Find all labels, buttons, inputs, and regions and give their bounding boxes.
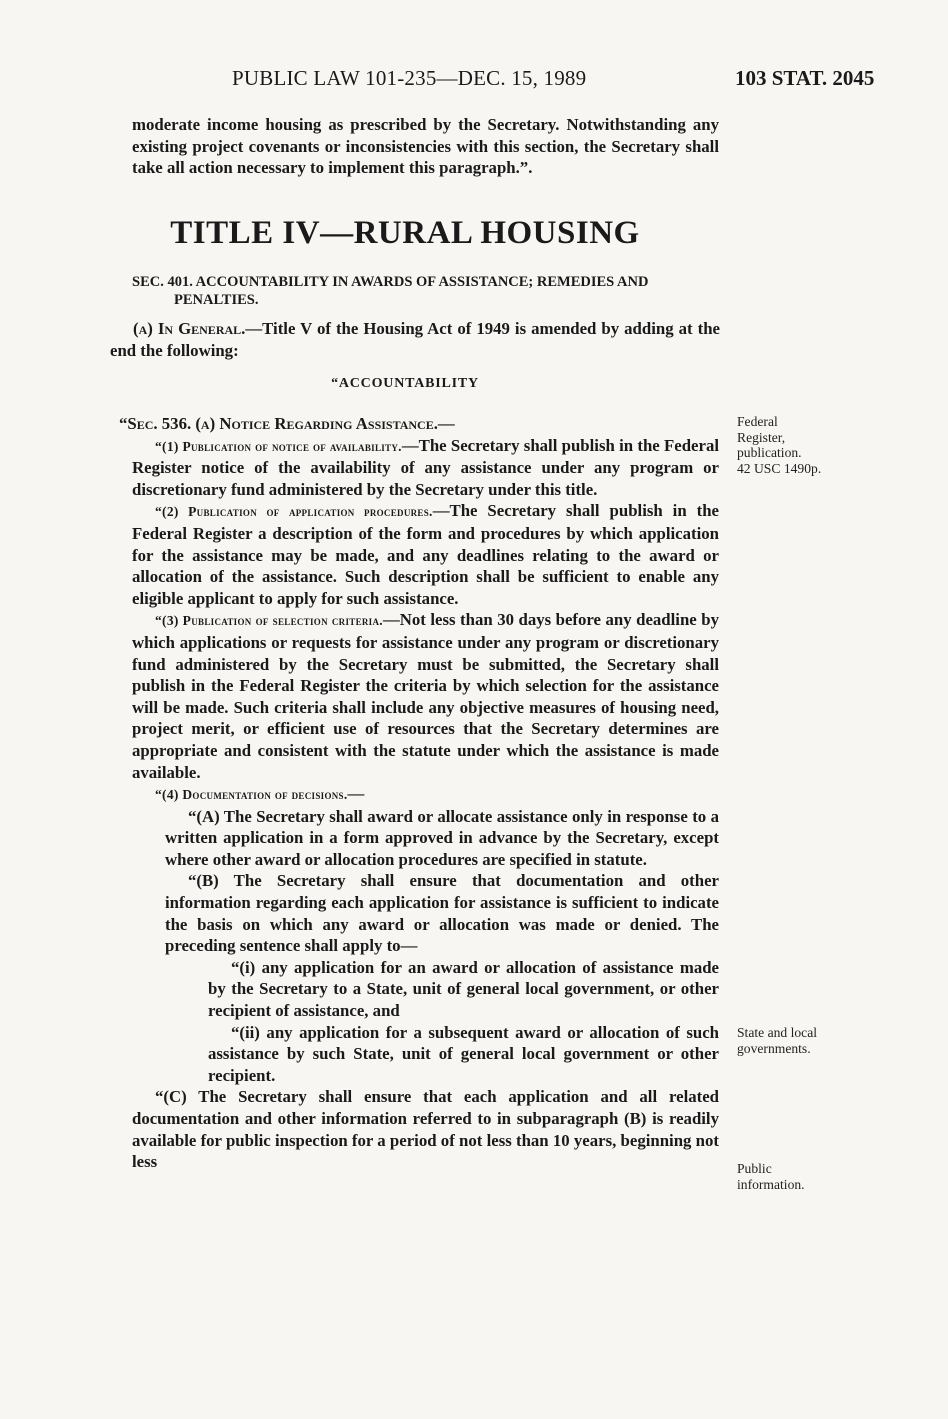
margin-note-line: State and local <box>737 1025 818 1040</box>
section-heading-line2: PENALTIES. <box>174 292 259 308</box>
margin-note-line: Register, <box>737 429 786 445</box>
clause-i: “(i) any application for an award or allocation of assistance made by the Secretary to a State, unit of general local government, or other recipient of assistance, and <box>208 957 719 1021</box>
accountability-heading: “ACCOUNTABILITY <box>331 376 479 391</box>
section-536-body <box>119 413 720 1173</box>
margin-note-line: governments. <box>737 1040 811 1056</box>
subparagraph-b: “(B) The Secretary shall ensure that documentation and other information regarding each application for assistance is sufficient to indicate the basis on which any award or allocation was made or denied. The preceding sentence shall apply to— <box>165 871 719 956</box>
subparagraph-a: “(A) The Secretary shall award or allocate assistance only in response to a written application in a form approved in advance by the Secretary, except where other award or allocation procedures are specified in statute. <box>165 806 719 869</box>
section-heading <box>132 273 722 309</box>
sec536-text: — <box>437 414 455 433</box>
subparagraph-c: “(C) The Secretary shall ensure that each application and all related documentation and other information referred to in subparagraph (B) is readily available for public inspection for a period of not less than 10 years, beginning not less <box>132 1087 719 1172</box>
margin-note-line: Federal <box>737 414 778 429</box>
opening-text: moderate income housing as prescribed by the Secretary. Notwithstanding any existing project covenants or inconsistencies with this section, the Secretary shall take all action necessary to implement this paragraph.”. <box>132 115 719 178</box>
statute-page-number: 103 STAT. 2045 <box>735 66 875 90</box>
p4-label: “(4) Documentation of decisions. <box>155 787 348 803</box>
margin-note-line: information. <box>737 1176 805 1192</box>
page-header <box>0 66 948 92</box>
margin-note-line: Public <box>737 1161 772 1176</box>
paragraph-1 <box>132 435 719 501</box>
clause-ii: “(ii) any application for a subsequent award or allocation of such assistance by such State, unit of general local government or other recipient. <box>208 1022 719 1085</box>
p4-text: — <box>347 784 365 804</box>
general-paragraph <box>110 318 720 361</box>
margin-note-public-information <box>737 1161 877 1192</box>
margin-note-state-local <box>737 1025 877 1056</box>
paragraph-2 <box>132 500 719 609</box>
general-text: —Title V of the Housing Act of 1949 is amended by adding at the end the following: <box>110 319 720 360</box>
paragraph-4 <box>132 783 719 806</box>
general-label: (a) In General. <box>133 319 246 338</box>
opening-paragraph <box>132 114 719 179</box>
sec536-label: “Sec. 536. (a) Notice Regarding Assistance. <box>119 414 438 433</box>
p1-label: “(1) Publication of notice of availability. <box>155 438 402 454</box>
margin-note-line: 42 USC 1490p. <box>737 460 822 476</box>
p2-text: —The Secretary shall publish in the Federal Register a description of the form and procedures by which application for the assistance may be made, and any deadlines relating to the award or allocation of the assistance. Such description shall be sufficient to enable any eligible applicant to apply for such assistance. <box>132 501 719 608</box>
p3-label: “(3) Publication of selection criteria. <box>155 613 383 629</box>
p3-text: —Not less than 30 days before any deadline by which applications or requests for assistance under any program or discretionary fund administered by the Secretary must be submitted, the Secretary shall publish in the Federal Register the criteria by which selection for the assistance will be made. Such criteria shall include any objective measures of housing need, project merit, or efficient use of resources that the Secretary determines are appropriate and consistent with the statute under which the assistance is made available. <box>132 610 719 782</box>
margin-note-federal-register <box>737 414 877 476</box>
sec536-line <box>119 413 719 435</box>
p1-text: —The Secretary shall publish in the Federal Register notice of the availability of any assistance under any program or discretionary fund administered by the Secretary under this title. <box>132 435 720 499</box>
title-heading: TITLE IV—RURAL HOUSING <box>170 215 640 251</box>
p2-label: “(2) Publication of application procedures. <box>155 504 433 520</box>
section-heading-line1: SEC. 401. ACCOUNTABILITY IN AWARDS OF ASSISTANCE; REMEDIES AND <box>132 274 649 290</box>
public-law-citation: PUBLIC LAW 101-235—DEC. 15, 1989 <box>232 66 587 90</box>
paragraph-3 <box>132 609 719 783</box>
margin-note-line: publication. <box>737 445 802 460</box>
